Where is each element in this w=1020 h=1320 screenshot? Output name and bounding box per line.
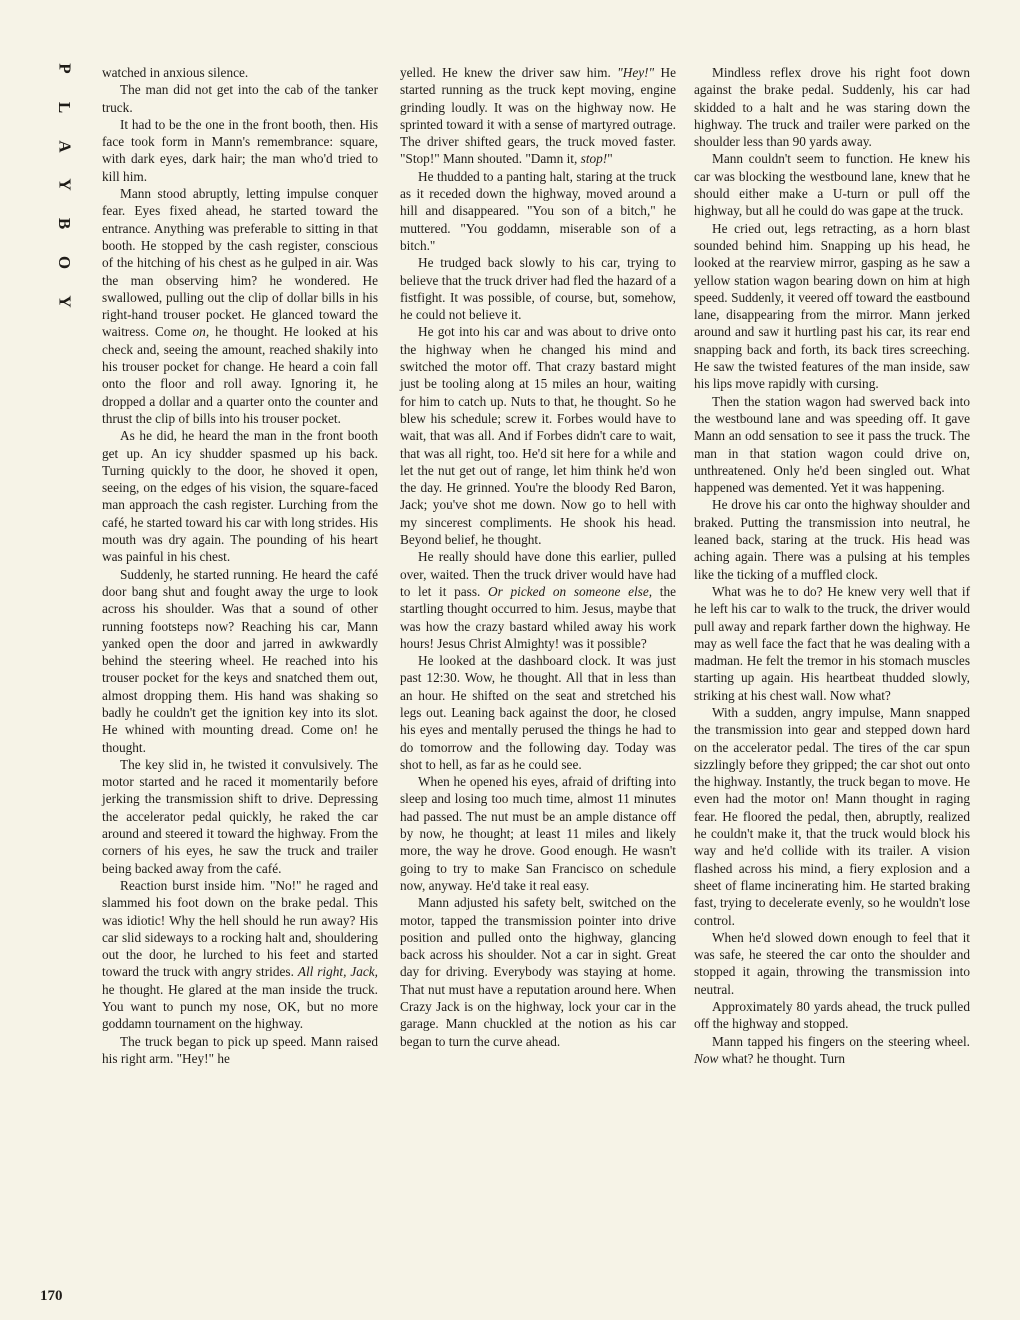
article-paragraph: What was he to do? He knew very well that if he left his car to walk to the truck, the driver would pull away and repark farther down the highway. He may as well face the fact that he was dealing with a madman. He felt the tremor in his stomach muscles starting up again. His heartbeat thudded slowly, striking at his chest wall. Now what? (694, 583, 970, 703)
article-paragraph: The man did not get into the cab of the tanker truck. (102, 82, 378, 115)
article-paragraph: He drove his car onto the highway shoulder and braked. Putting the transmission into neutral, he leaned back, staring at the truck. His head was aching again. There was a pulsing at his temples like the ticking of a muffled clock. (694, 497, 970, 582)
article-paragraph: Mann tapped his fingers on the steering wheel. Now what? he thought. Turn (694, 1033, 970, 1066)
article-paragraph: Reaction burst inside him. "No!" he raged and slammed his foot down on the brake pedal. This was idiotic! Why the hell should he run away? His car slid sideways to a rocking halt and, shouldering out the door, he lurched to his feet and started toward the truck with angry strides. All right, Jack, he thought. He glared at the man inside the truck. You want to punch my nose, OK, but no more goddamn tournament on the highway. (102, 877, 378, 1032)
article-paragraph: He looked at the dashboard clock. It was just past 12:30. Wow, he thought. All that in less than an hour. He shifted on the seat and stretched his legs out. Leaning back against the door, he closed his eyes and mentally perused the things he had to do tomorrow and the following day. Today was shot to hell, as far as he could see. (400, 653, 676, 772)
magazine-masthead (54, 60, 76, 310)
masthead-letter: Y (55, 295, 75, 308)
article-paragraph: Approximately 80 yards ahead, the truck pulled off the highway and stopped. (694, 999, 970, 1032)
article-paragraph: Suddenly, he started running. He heard the café door bang shut and fought away the urge to look across his shoulder. Was that a sound of other running footsteps now? Reaching his car, Mann yanked open the door and jarred in awkwardly behind the steering wheel. He reached into his trouser pocket for the keys and snatched them out, almost dropping them. His hand was shaking so badly he couldn't get the ignition key into its slot. He whined with mounting dread. Come on! he thought. (102, 566, 378, 755)
article-paragraph: He really should have done this earlier, pulled over, waited. Then the truck driver would have had to let it pass. Or picked on someone else, the startling thought occurred to him. Jesus, maybe that was how the crazy bastard whiled away his work hours! Jesus Christ Almighty! was it possible? (400, 549, 677, 651)
masthead-letter: O (55, 256, 75, 270)
masthead-letter: A (55, 140, 75, 153)
article-paragraph: When he'd slowed down enough to feel that it was safe, he steered the car onto the shoulder and stopped it again, throwing the transmission into neutral. (694, 929, 970, 997)
article-paragraph: It had to be the one in the front booth, then. His face took form in Mann's remembrance: square, with dark eyes, dark hair; the man who'd tried to kill him. (102, 116, 378, 184)
text-column-2 (400, 64, 676, 1050)
article-paragraph: He cried out, legs retracting, as a horn blast sounded behind him. Snapping up his head, he looked at the rearview mirror, gasping as he saw a yellow station wagon bearing down on him at high speed. Suddenly, it veered off toward the eastbound lane, disappearing from the mirror. Mann jerked around and saw it hurtling past his car, its rear end snapping back and forth, its back tires screeching. He saw the twisted features of the man inside, saw his lips move rapidly with cursing. (694, 220, 970, 392)
article-paragraph: He trudged back slowly to his car, trying to believe that the truck driver had fled the hazard of a fistfight. It was possible, of course, but, somehow, he could not believe it. (400, 255, 676, 323)
article-paragraph: With a sudden, angry impulse, Mann snapped the transmission into gear and stepped down hard on the accelerator pedal. The tires of the car spun sizzlingly before they gripped; the car shot out onto the highway. Instantly, the truck began to move. He even had the motor on! Mann thought in raging fear. He floored the pedal, then, abruptly, realized he couldn't make it, that the truck would block his way and he'd collide with its trailer. A vision flashed across his mind, a fiery explosion and a sheet of flame incinerating him. He started braking fast, trying to decelerate evenly, so he wouldn't lose control. (694, 704, 970, 928)
article-paragraph: watched in anxious silence. (102, 65, 249, 80)
masthead-letter: L (55, 101, 75, 113)
article-paragraph: Then the station wagon had swerved back into the westbound lane and was speeding off. It gave Mann an odd sensation to see it pass the truck. The man in that station wagon could drive on, unthreatened. Only he'd been singled out. What happened was demented. Yet it was happening. (694, 393, 970, 496)
text-column-1 (102, 64, 378, 1067)
text-column-3 (694, 64, 970, 1067)
article-paragraph: The truck began to pick up speed. Mann raised his right arm. "Hey!" he (102, 1033, 378, 1066)
article-paragraph: yelled. He knew the driver saw him. "Hey!" He started running as the truck kept moving, engine grinding loudly. It was on the highway now. He sprinted toward it with a sense of martyred outrage. The driver shifted gears, the truck moved faster. "Stop!" Mann shouted. "Damn it, stop!" (400, 65, 676, 167)
article-paragraph: When he opened his eyes, afraid of drifting into sleep and losing too much time, almost 11 minutes had passed. The nut must be an ample distance off by now, he thought; at least 11 miles and likely more, the way he drove. Good enough. He wasn't going to try to make San Francisco on schedule now, anyway. He'd take it real easy. (400, 774, 676, 893)
masthead-letter: B (55, 218, 75, 230)
article-paragraph: As he did, he heard the man in the front booth get up. An icy shudder spasmed up his back. Turning quickly to the door, he shoved it open, seeing, on the edges of his vision, the square-faced man approach the cash register. Lurching from the café, he started toward his car with long strides. His mouth was dry again. The pounding of his heart was painful in his chest. (102, 428, 378, 565)
article-paragraph: Mindless reflex drove his right foot down against the brake pedal. Suddenly, his car had skidded to a halt and he was staring down the highway. The truck and trailer were parked on the shoulder less than 90 yards away. (694, 65, 970, 150)
article-paragraph: He thudded to a panting halt, staring at the truck as it receded down the highway, moved around a hill and disappeared. "You son of a bitch," he muttered. "You goddamn, miserable son of a bitch." (400, 168, 676, 253)
masthead-letter: P (55, 63, 75, 74)
article-paragraph: He got into his car and was about to drive onto the highway when he changed his mind and switched the motor off. That crazy bastard might just be tooling along at 15 miles an hour, waiting for him to catch up. Nuts to that, he thought. So he blew his schedule; screw it. Forbes would have to wait, that was all. And if Forbes didn't care to wait, that was all right, too. He'd sit here for a while and let the nut get out of range, let him think he'd won the day. He grinned. You're the bloody Red Baron, Jack; you've shot me down. Now go to hell with my sincerest compliments. He shook his head. Beyond belief, he thought. (400, 324, 676, 548)
article-paragraph: Mann couldn't seem to function. He knew his car was blocking the westbound lane, knew that he should either make a U-turn or pull off the highway, but all he could do was gape at the truck. (694, 151, 970, 219)
article-paragraph: Mann stood abruptly, letting impulse conquer fear. Eyes fixed ahead, he started toward the entrance. Anything was preferable to sitting in that booth. He stopped by the cash register, conscious of the hitching of his chest as he gulped in air. Was the man observing him? he wondered. He swallowed, pulling out the clip of dollar bills in his right-hand trouser pocket. He glanced toward the waitress. Come on, he thought. He looked at his check and, seeing the amount, reached shakily into his trouser pocket for change. He heard a coin fall onto the floor and roll away. Ignoring it, he dropped a dollar and a quarter onto the counter and thrust the clip of bills into his trouser pocket. (102, 186, 378, 426)
page-number: 170 (40, 1288, 63, 1304)
masthead-letter: Y (55, 178, 75, 192)
article-paragraph: Mann adjusted his safety belt, switched on the motor, tapped the transmission pointer into drive position and pulled onto the highway, glancing back across his shoulder. Not a car in sight. Great day for driving. Everybody was staying at home. That nut must have a reputation around here. When Crazy Jack is on the highway, lock your car in the garage. Mann chuckled at the notion as his car began to turn the curve ahead. (400, 895, 676, 1049)
article-paragraph: The key slid in, he twisted it convulsively. The motor started and he raced it momentarily before jerking the transmission shift to drive. Depressing the accelerator pedal quickly, he raked the car around and steered it toward the highway. From the corners of his eyes, he saw the truck and trailer being backed away from the café. (102, 756, 378, 876)
